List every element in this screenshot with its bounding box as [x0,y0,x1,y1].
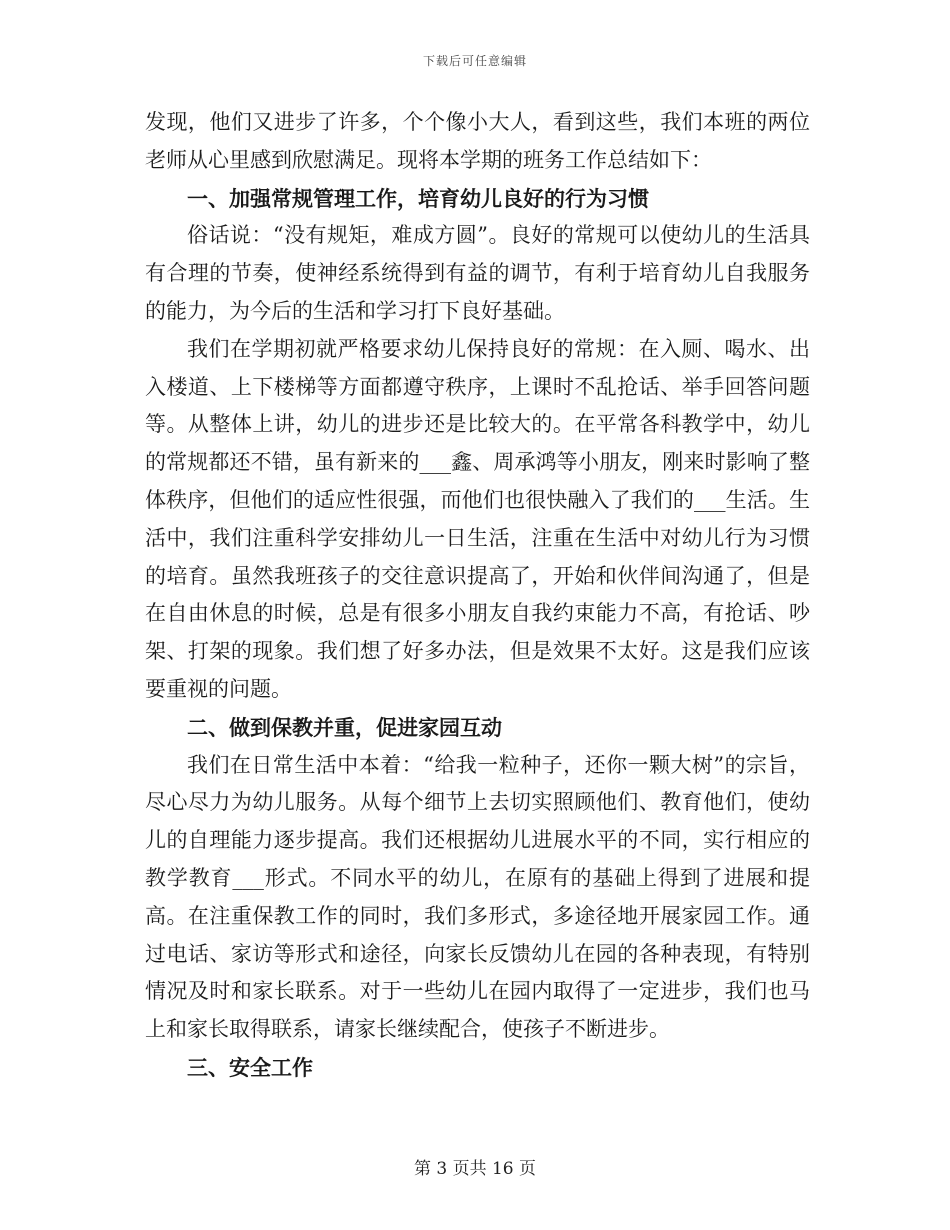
intro-paragraph: 发现，他们又进步了许多，个个像小大人，看到这些，我们本班的两位老师从心里感到欣慰满足。现将本学期的班务工作总结如下： [145,110,810,172]
page-number: 第 3 页共 16 页 [413,1159,537,1179]
section-heading-2: 二、做到保教并重，促进家园互动 [187,714,502,740]
section-heading-1: 一、加强常规管理工作，培育幼儿良好的行为习惯 [187,185,649,211]
paragraph-3: 我们在日常生活中本着：“给我一粒种子，还你一颗大树”的宗旨，尽心尽力为幼儿服务。从每个细节上去切实照顾他们、教育他们，使幼儿的自理能力逐步提高。我们还根据幼儿进展水平的不同，实行相应的教学教育___形式。不同水平的幼儿，在原有的基础上得到了进展和提高。在注重保教工作的同时，我们多形式，多途径地开展家园工作。通过电话、家访等形式和途径，向家长反馈幼儿在园的各种表现，有特别情况及时和家长联系。对于一些幼儿在园内取得了一定进步，我们也马上和家长取得联系，请家长继续配合，使孩子不断进步。 [145,752,810,1042]
paragraph-2: 我们在学期初就严格要求幼儿保持良好的常规：在入厕、喝水、出入楼道、上下楼梯等方面都遵守秩序，上课时不乱抢话、举手回答问题等。从整体上讲，幼儿的进步还是比较大的。在平常各科教学中，幼儿的常规都还不错，虽有新来的___鑫、周承鸿等小朋友，刚来时影响了整体秩序，但他们的适应性很强，而他们也很快融入了我们的___生活。生活中，我们注重科学安排幼儿一日生活，注重在生活中对幼儿行为习惯的培育。虽然我班孩子的交往意识提高了，开始和伙伴间沟通了，但是在自由休息的时候，总是有很多小朋友自我约束能力不高，有抢话、吵架、打架的现象。我们想了好多办法，但是效果不太好。这是我们应该要重视的问题。 [145,336,810,701]
page-header-note: 下载后可任意编辑 [422,54,527,68]
document-body [145,104,810,1087]
paragraph-1: 俗话说：“没有规矩，难成方圆”。良好的常规可以使幼儿的生活具有合理的节奏，使神经系统得到有益的调节，有利于培育幼儿自我服务的能力，为今后的生活和学习打下良好基础。 [145,223,810,323]
section-heading-3: 三、安全工作 [187,1054,313,1080]
